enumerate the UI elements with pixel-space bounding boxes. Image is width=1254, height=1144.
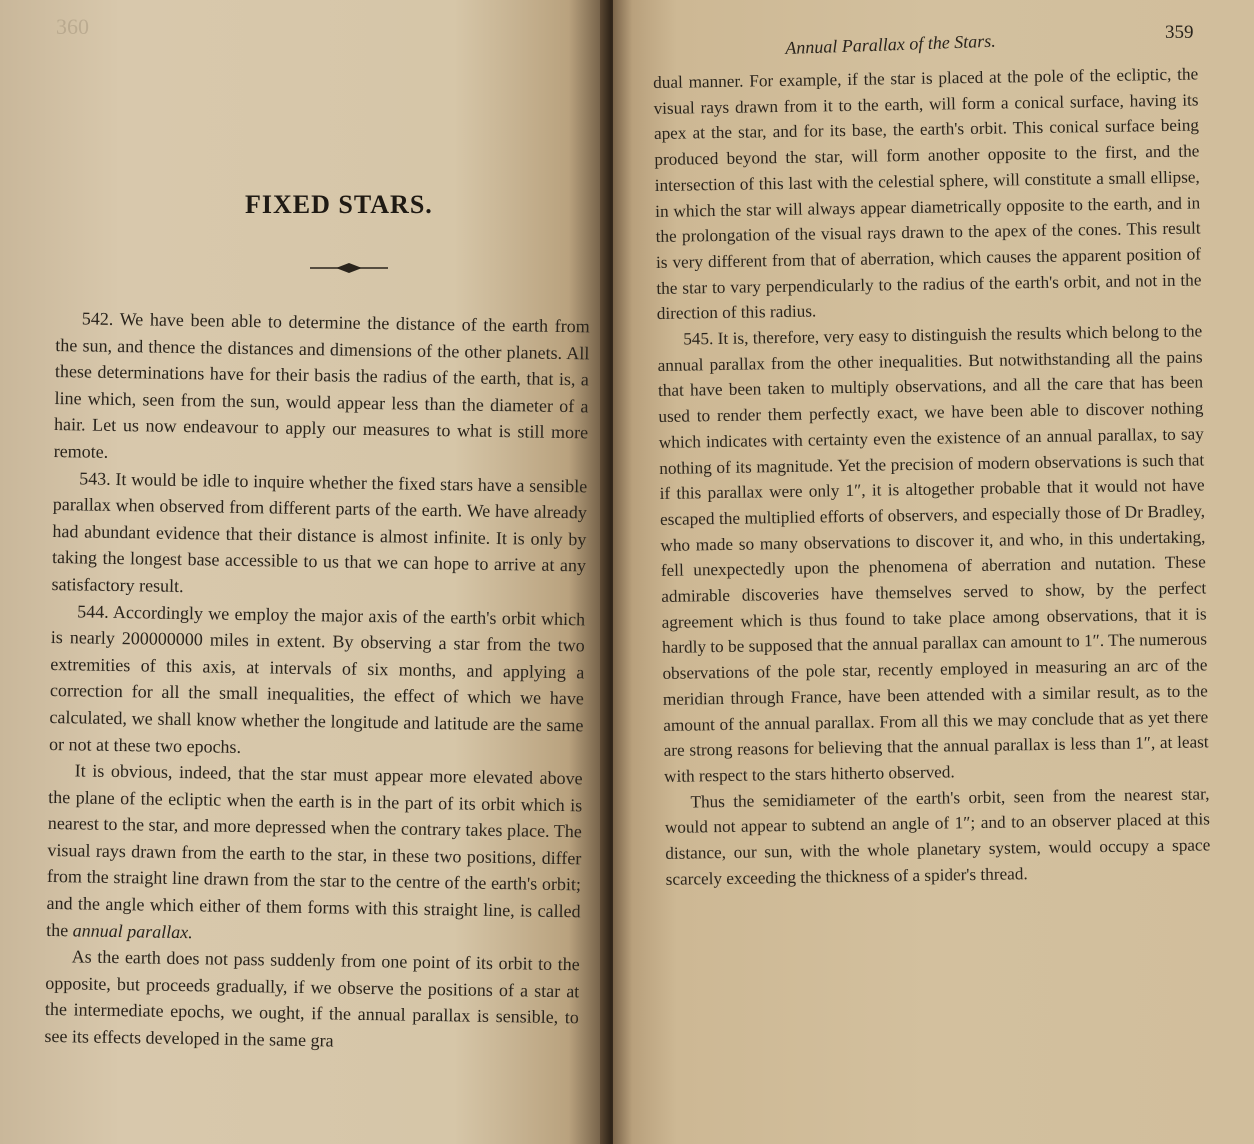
left-text-column: [44, 305, 590, 1058]
paragraph-545: [657, 318, 1209, 789]
paragraph-text: dual manner. For example, if the star is placed at the pole of the ecliptic, the visual rays drawn from it to the earth, will form a conical surface, having its apex at the star, and for its base, the earth's orbit. This conical surface being produced beyond the star, will form another opposite to the first, and the intersection of this last with the celestial sphere, will constitute a small ellipse, in which the star will always appear diametrically opposite to the earth, and in the prolongation of the visual rays drawn to the apex of the cones. This result is very different from that of aberration, which causes the apparent position of the star to vary perpendicularly to the radius of the earth's orbit, and not in the direction of this radius.: [653, 64, 1202, 324]
paragraph-text: Accordingly we employ the major axis of the earth's orbit which is nearly 200000000 miles in extent. By observing a star from the two extremities of this axis, at intervals of six months, and applying a correction for all the small inequalities, the effect of which we have calculated, we shall know whether the longitude and latitude are the same or not at these two epochs.: [48, 601, 586, 757]
paragraph-number: 545.: [683, 329, 714, 349]
paragraph-continuation: [653, 61, 1202, 327]
paragraph-text: It is, therefore, very easy to distinguish the results which belong to the annual parallax from the other inequalities. But notwithstanding all the pains that have been taken to multiply observations, and all the care that has been used to render them perfectly exact, we have been able to discover nothing which indicates with certainty even the existence of an annual parallax, to say nothing of its magnitude. Yet the precision of modern observations is such that if this parallax were only 1″, it is altogether probable that it would not have escaped the multiplied efforts of observers, and especially those of Dr Bradley, who made so many observations to discover it, and who, in this undertaking, fell unexpectedly upon the phenomena of aberration and nutation. These admirable discoveries have themselves served to show, by the perfect agreement which is thus found to take place among observations, that it is hardly to be supposed that the annual parallax can amount to 1″. The numerous observations of the pole star, recently employed in measuring an arc of the meridian through France, have been attended with a similar result, as to the amount of the annual parallax. From all this we may conclude that as yet there are strong reasons for believing that the annual parallax is less than 1″, at least with respect to the stars hitherto observed.: [657, 321, 1209, 786]
paragraph-number: 542.: [81, 308, 114, 329]
paragraph-543: [51, 465, 587, 606]
paragraph-earth-gradual: [44, 943, 580, 1058]
left-page: [0, 0, 605, 1144]
bleed-through-page-number: 360: [56, 14, 89, 39]
ornament-divider: [310, 262, 388, 274]
paragraph-542: [53, 305, 589, 473]
paragraph-text: Thus the semidiameter of the earth's orbit, seen from the nearest star, would not appear to subtend an angle of 1″; and to an observer placed at this distance, our sun, with the whole planetary system, would occupy a space scarcely exceeding the thickness of a spider's thread.: [664, 784, 1211, 889]
right-text-column: [653, 61, 1211, 892]
chapter-title: FIXED STARS.: [245, 190, 433, 219]
paragraph-number: 543.: [79, 467, 111, 489]
paragraph-text: As the earth does not pass suddenly from one point of its orbit to the opposite, but proceeds gradually, if we observe the positions of a star at the intermediate epochs, we ought, if the annual parallax is sensible, to see its effects developed in the same gra: [44, 946, 580, 1051]
paragraph-text: It is obvious, indeed, that the star must appear more elevated above the plane of the ecliptic when the earth is in the part of its orbit which is nearest to the star, and more depressed when the contrary takes place. The visual rays drawn from the earth to the star, in these two positions, differ from the straight line drawn from the star to the centre of the earth's orbit; and the angle which either of them forms with this straight line, is called the: [46, 760, 583, 940]
running-head: Annual Parallax of the Stars.: [785, 30, 997, 58]
paragraph-544: [49, 597, 585, 765]
paragraph-semidiameter: [664, 781, 1211, 892]
right-page: [613, 0, 1254, 1144]
paragraph-obvious: [46, 757, 583, 952]
page-number: 359: [1165, 22, 1194, 43]
paragraph-number: 544.: [77, 600, 109, 622]
paragraph-text: We have been able to determine the distance of the earth from the sun, and thence the distances and dimensions of the other planets. All these determinations have for their basis the radius of the earth, that is, a line which, seen from the sun, would appear less than the diameter of a hair. Let us now endeavour to apply our measures to what is still more remote.: [53, 309, 590, 462]
paragraph-text: It would be idle to inquire whether the fixed stars have a sensible parallax when observed from different parts of the earth. We have already had abundant evidence that their distance is almost infinite. It is only by taking the longest base accessible to us that we can hope to arrive at any satisfactory result.: [51, 468, 588, 596]
paragraph-emphasis: annual parallax.: [72, 919, 193, 942]
